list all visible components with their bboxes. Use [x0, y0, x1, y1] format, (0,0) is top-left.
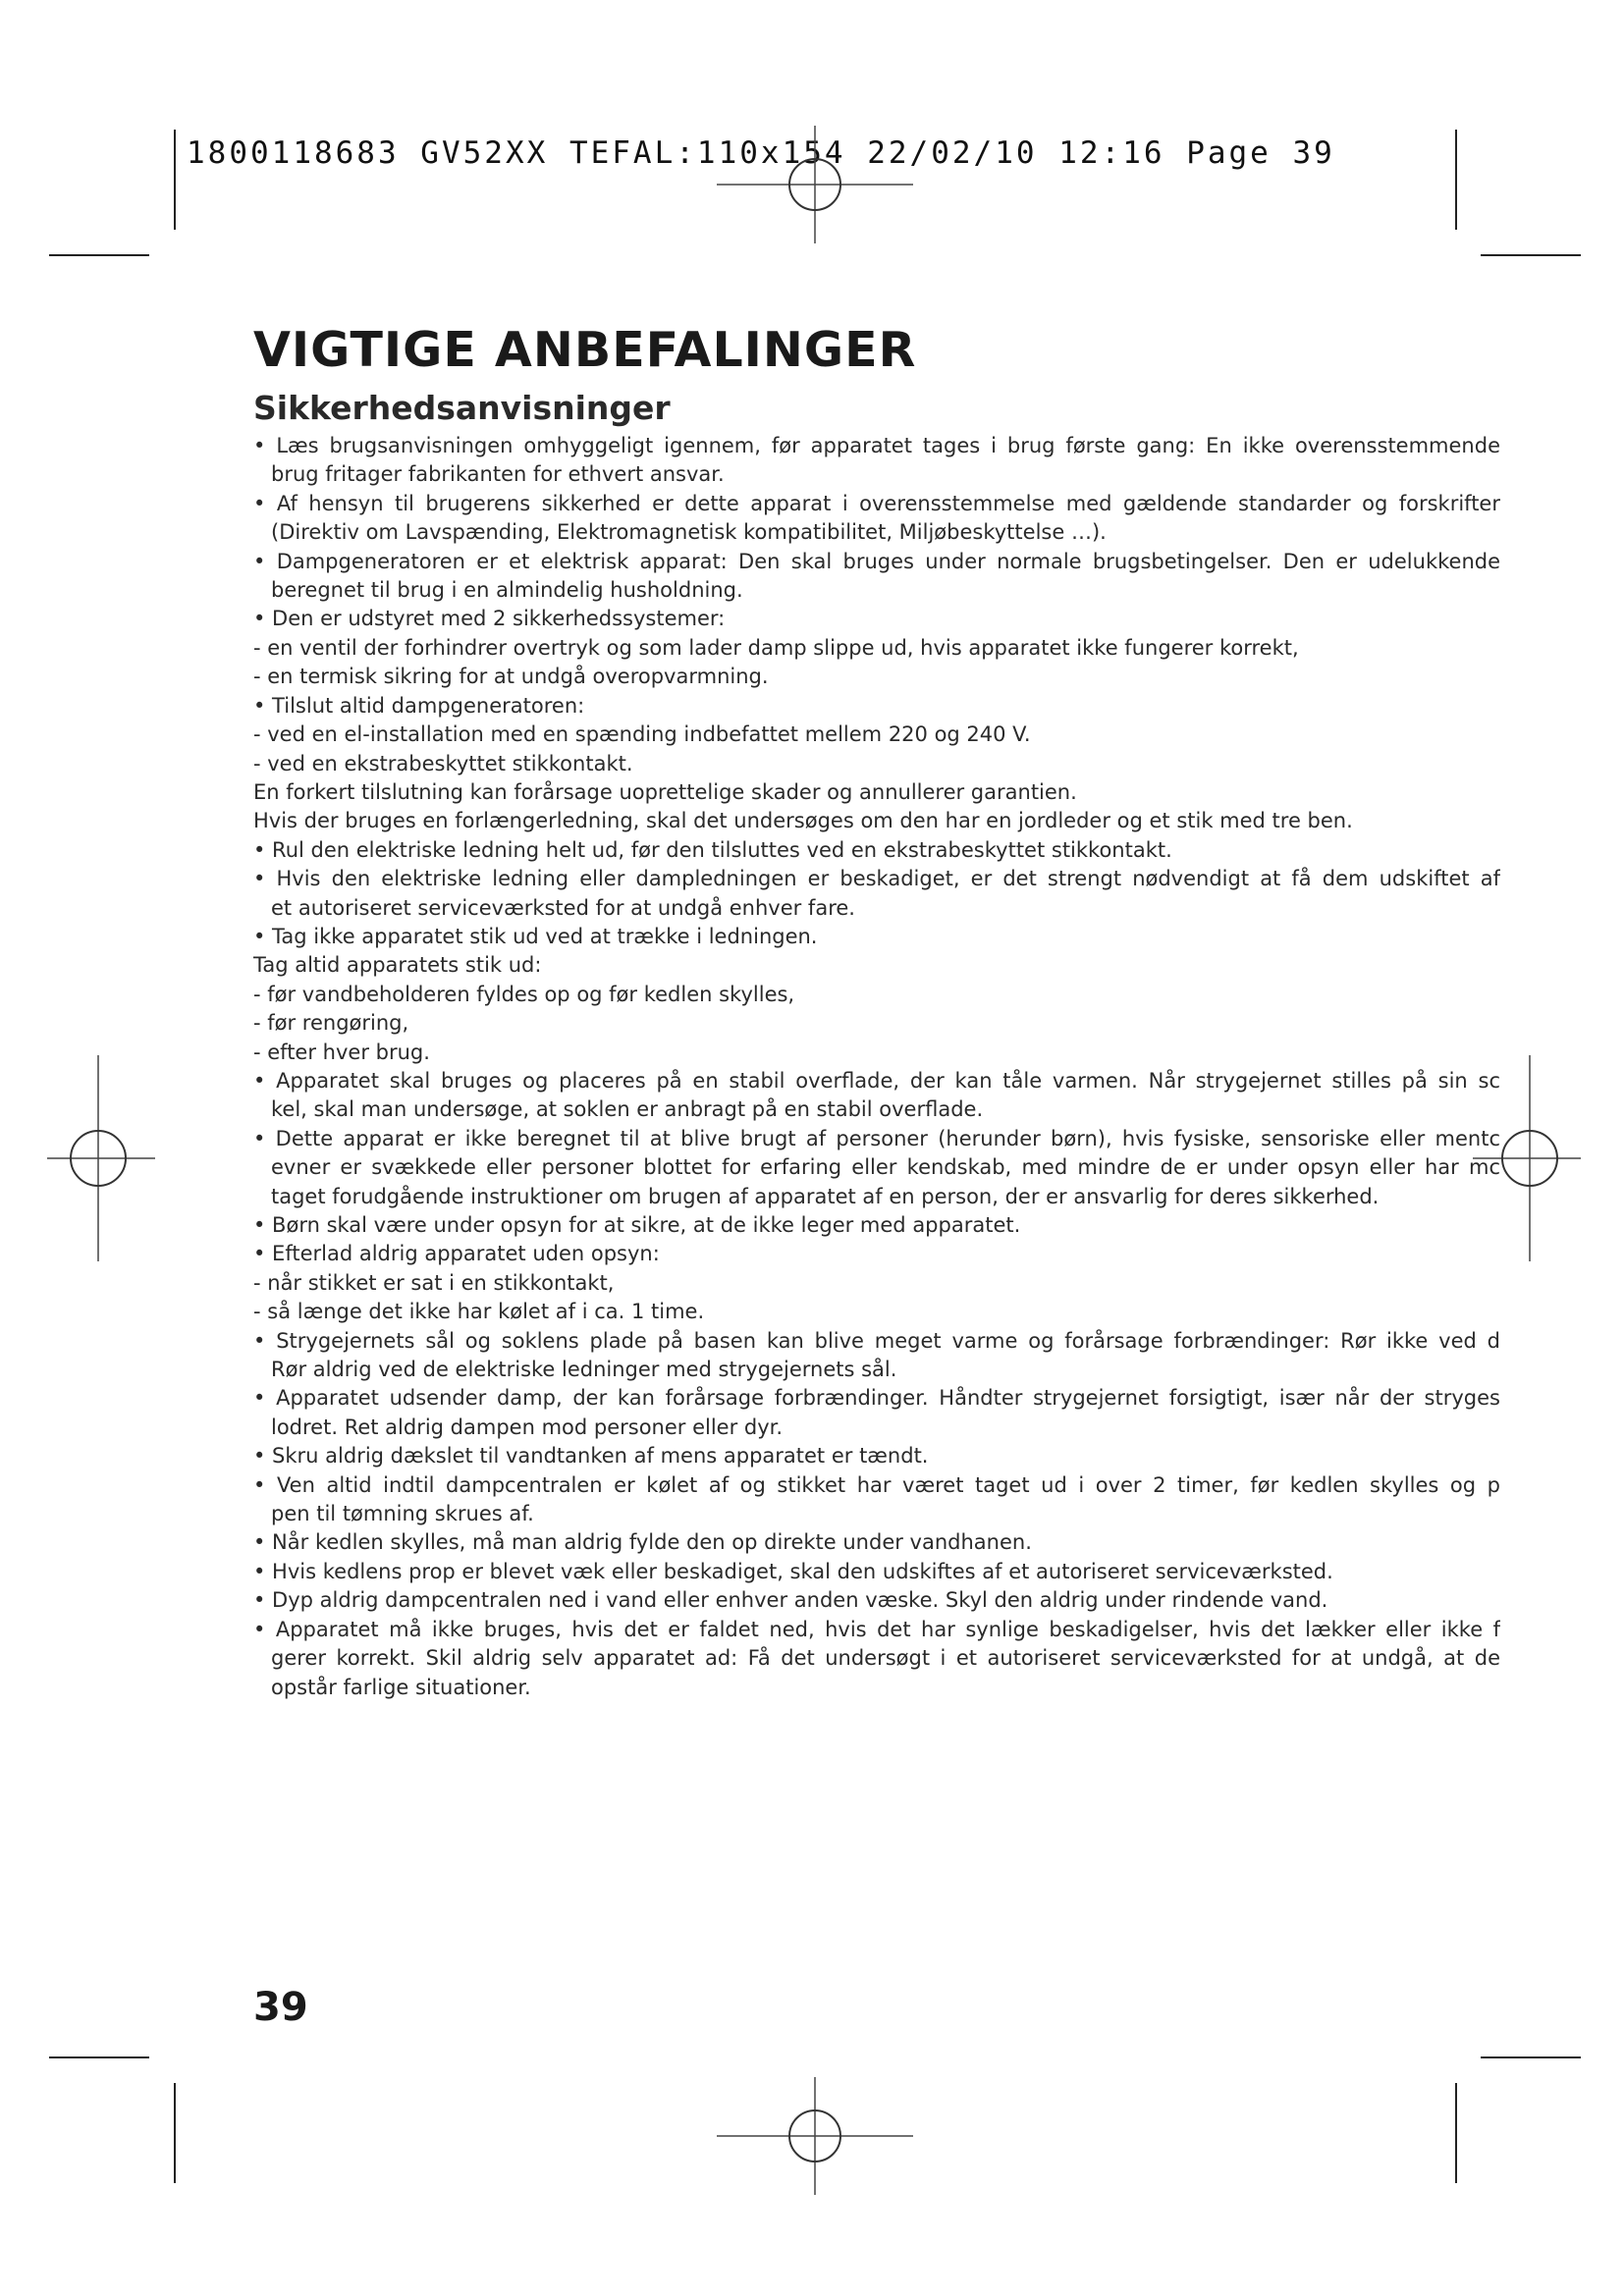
- print-slug: 1800118683 GV52XX TEFAL:110x154 22/02/10 12:16 Page 39: [187, 135, 1335, 171]
- text-line: • Apparatet må ikke bruges, hvis det er faldet ned, hvis det har synlige beskadigelser, hvis det lækker eller ikke f: [253, 1617, 1500, 1641]
- text-line: - en ventil der forhindrer overtryk og som lader damp slippe ud, hvis apparatet ikke fungerer korrekt,: [253, 635, 1299, 660]
- page-number: 39: [253, 1985, 308, 2030]
- text-line: • Dampgeneratoren er et elektrisk apparat: Den skal bruges under normale brugsbetingelser. Den er udelukkende: [253, 549, 1500, 573]
- text-line: • Læs brugsanvisningen omhyggeligt igennem, før apparatet tages i brug første gang: En ikke overensstemmende: [253, 434, 1500, 458]
- text-line: opstår farlige situationer.: [271, 1675, 531, 1699]
- text-line: gerer korrekt. Skil aldrig selv apparatet ad: Få det undersøgt i et autoriseret serviceværksted for at undgå, at de: [271, 1646, 1500, 1671]
- text-line: • Børn skal være under opsyn for at sikre, at de ikke leger med apparatet.: [253, 1213, 1021, 1238]
- text-line: • Dyp aldrig dampcentralen ned i vand eller enhver anden væske. Skyl den aldrig under rindende vand.: [253, 1588, 1328, 1613]
- text-line: (Direktiv om Lavspænding, Elektromagnetisk kompatibilitet, Miljøbeskyttelse …).: [271, 520, 1107, 545]
- text-line: lodret. Ret aldrig dampen mod personer eller dyr.: [271, 1415, 784, 1439]
- text-line: • Apparatet udsender damp, der kan forårsage forbrændinger. Håndter strygejernet forsigtigt, især når der stryges: [253, 1386, 1500, 1411]
- text-line: • Hvis kedlens prop er blevet væk eller beskadiget, skal den udskiftes af et autoriseret serviceværksted.: [253, 1559, 1333, 1583]
- crop-mark: [1481, 254, 1581, 256]
- text-line: taget forudgående instruktioner om brugen af apparatet af en person, der er ansvarlig for deres sikkerhed.: [271, 1184, 1380, 1208]
- instruction-list: [253, 432, 1500, 1702]
- crop-mark: [1455, 130, 1457, 230]
- text-line: • Skru aldrig dækslet til vandtanken af mens apparatet er tændt.: [253, 1444, 929, 1468]
- text-line: • Ven altid indtil dampcentralen er kølet af og stikket har været taget ud i over 2 timer, før kedlen skylles og p: [253, 1472, 1500, 1497]
- text-line: • Rul den elektriske ledning helt ud, før den tilsluttes ved en ekstrabeskyttet stikkontakt.: [253, 837, 1172, 862]
- text-line: pen til tømning skrues af.: [271, 1502, 534, 1526]
- crop-mark: [49, 2056, 149, 2058]
- registration-mark-icon: [47, 1055, 155, 1261]
- text-line: • Af hensyn til brugerens sikkerhed er dette apparat i overensstemmelse med gældende standarder og forskrifter: [253, 491, 1500, 515]
- registration-mark-icon: [717, 2077, 913, 2195]
- text-line: • Når kedlen skylles, må man aldrig fylde den op direkte under vandhanen.: [253, 1530, 1032, 1555]
- text-line: evner er svækkede eller personer blottet for erfaring eller kendskab, med mindre de er under opsyn eller har mc: [271, 1155, 1500, 1180]
- registration-mark-icon: [717, 126, 913, 243]
- text-line: - ved en el-installation med en spænding indbefattet mellem 220 og 240 V.: [253, 722, 1031, 747]
- text-line: • Strygejernets sål og soklens plade på basen kan blive meget varme og forårsage forbrændinger: Rør ikke ved d: [253, 1328, 1500, 1353]
- text-line: • Den er udstyret med 2 sikkerhedssystemer:: [253, 607, 726, 631]
- text-line: et autoriseret serviceværksted for at undgå enhver fare.: [271, 895, 855, 920]
- text-line: En forkert tilslutning kan forårsage uoprettelige skader og annullerer garantien.: [253, 779, 1077, 804]
- text-line: • Efterlad aldrig apparatet uden opsyn:: [253, 1242, 660, 1266]
- crop-mark: [1481, 2056, 1581, 2058]
- text-line: - før vandbeholderen fyldes op og før kedlen skylles,: [253, 982, 795, 1006]
- text-line: - før rengøring,: [253, 1011, 409, 1036]
- text-line: - efter hver brug.: [253, 1040, 430, 1064]
- text-line: Hvis der bruges en forlængerledning, skal det undersøges om den har en jordleder og et stik med tre ben.: [253, 809, 1353, 833]
- text-line: Rør aldrig ved de elektriske ledninger med strygejernets sål.: [271, 1358, 897, 1382]
- text-line: brug fritager fabrikanten for ethvert ansvar.: [271, 462, 725, 487]
- text-line: beregnet til brug i en almindelig husholdning.: [271, 578, 743, 603]
- text-line: kel, skal man undersøge, at soklen er anbragt på en stabil overflade.: [271, 1097, 984, 1122]
- text-line: • Apparatet skal bruges og placeres på en stabil overflade, der kan tåle varmen. Når strygejernet stilles på sin sc: [253, 1068, 1500, 1093]
- crop-mark: [1455, 2083, 1457, 2183]
- text-line: - ved en ekstrabeskyttet stikkontakt.: [253, 751, 633, 775]
- section-heading: Sikkerhedsanvisninger: [253, 388, 671, 427]
- text-line: - så længe det ikke har kølet af i ca. 1 time.: [253, 1300, 705, 1324]
- text-line: • Dette apparat er ikke beregnet til at blive brugt af personer (herunder børn), hvis fysiske, sensoriske eller mentc: [253, 1126, 1500, 1150]
- text-line: • Hvis den elektriske ledning eller dampledningen er beskadiget, er det strengt nødvendigt at få dem udskiftet af: [253, 867, 1500, 891]
- text-line: • Tag ikke apparatet stik ud ved at trække i ledningen.: [253, 924, 818, 948]
- text-line: - når stikket er sat i en stikkontakt,: [253, 1270, 615, 1295]
- crop-mark: [174, 2083, 176, 2183]
- text-line: • Tilslut altid dampgeneratoren:: [253, 693, 585, 718]
- text-line: - en termisk sikring for at undgå overopvarmning.: [253, 665, 769, 689]
- crop-mark: [174, 130, 176, 230]
- text-line: Tag altid apparatets stik ud:: [253, 953, 542, 978]
- crop-mark: [49, 254, 149, 256]
- document-body: [253, 322, 1500, 1702]
- page-title: VIGTIGE ANBEFALINGER: [253, 322, 917, 378]
